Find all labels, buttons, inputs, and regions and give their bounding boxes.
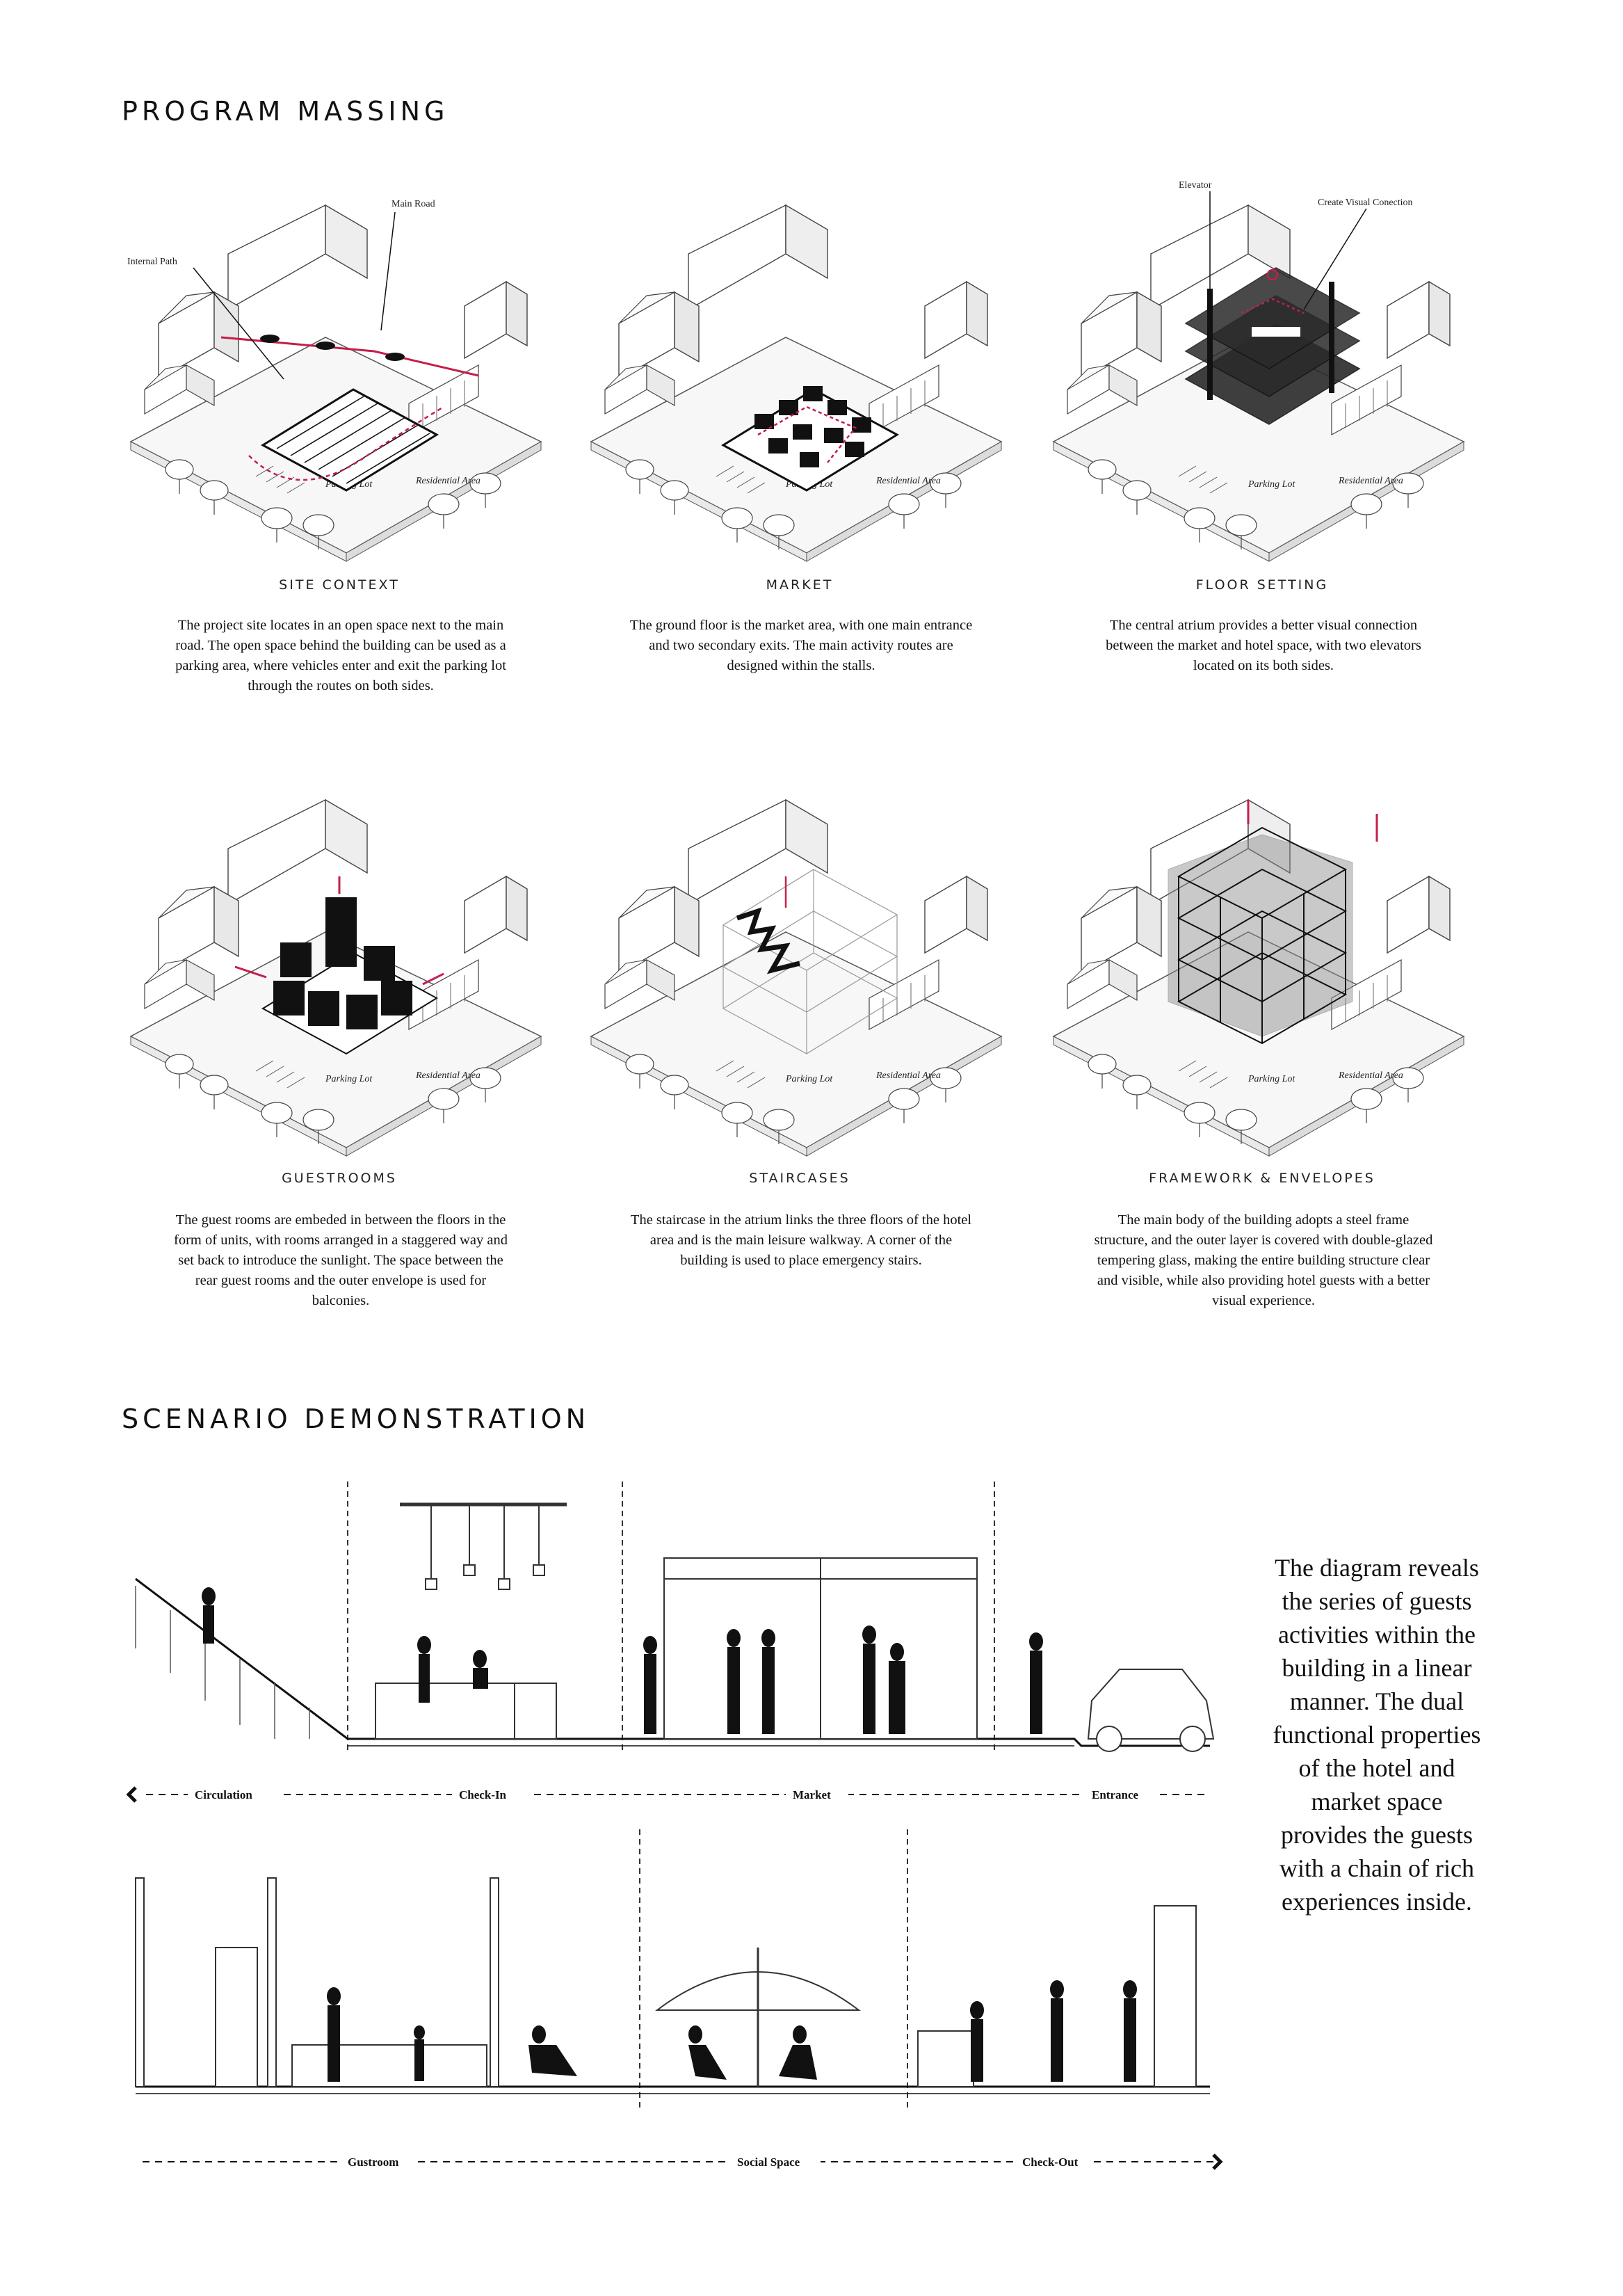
elevator-label: Elevator — [1179, 180, 1212, 191]
caption-guestrooms: GUESTROOMS — [282, 1171, 397, 1186]
panel-site-context — [117, 177, 548, 567]
caption-floor-setting: FLOOR SETTING — [1195, 577, 1329, 593]
internal-path-label: Internal Path — [127, 257, 177, 267]
text-site-context: The project site locates in an open space next to the main road. The open space behind the building can be used as a parking area, where vehicles enter and exit the parking lot through the routes on both sides. — [175, 618, 506, 693]
main-road-label: Main Road — [391, 199, 435, 209]
text-staircases: The staircase in the atrium links the three floors of the hotel area and is the main leisure walkway. A corner of the building is used to place emergency stairs. — [630, 1212, 972, 1268]
panel-market — [577, 177, 1008, 567]
flow-circulation: Circulation — [195, 1788, 252, 1801]
staircases-diagram — [577, 772, 1008, 1162]
floor-setting-diagram — [1040, 177, 1471, 567]
panel-guestrooms — [117, 772, 548, 1162]
flow-market: Market — [793, 1788, 831, 1801]
panel-staircases — [577, 772, 1008, 1162]
flow-entrance: Entrance — [1092, 1788, 1139, 1801]
panel-floor-setting — [1040, 177, 1471, 567]
flow-check-in: Check-In — [459, 1788, 507, 1801]
market-diagram — [577, 177, 1008, 567]
flow-social-space: Social Space — [737, 2155, 800, 2169]
text-floor-setting: The central atrium provides a better visual connection between the market and hotel space, with two elevators located on its both sides. — [1106, 618, 1421, 673]
text-market: The ground floor is the market area, with one main entrance and two secondary exits. The main activity routes are designed within the stalls. — [629, 618, 973, 673]
text-framework-envelopes: The main body of the building adopts a steel frame structure, and the outer layer is covered with double-glazed tempering glass, making the entire building structure clear and visible, while also providing hotel guests with a better visual experience. — [1094, 1212, 1433, 1308]
guestrooms-diagram — [117, 772, 548, 1162]
flow-check-out: Check-Out — [1022, 2155, 1079, 2169]
text-guestrooms: The guest rooms are embeded in between the floors in the form of units, with rooms arranged in a staggered way and set back to introduce the sunlight. The space between the rear guest rooms and the outer envelope is used for balconies. — [174, 1212, 508, 1308]
caption-framework-envelopes: FRAMEWORK & ENVELOPES — [1149, 1171, 1375, 1186]
panel-framework-envelopes — [1040, 772, 1471, 1162]
scenario-side-text: The diagram reveals the series of guests activities within the building in a linear manner. The dual functional properties of the hotel and market space provides the guests with a chain of rich experiences inside. — [1273, 1554, 1481, 1916]
framework-envelopes-diagram — [1040, 772, 1471, 1162]
caption-site-context: SITE CONTEXT — [279, 577, 400, 593]
visual-connection-label: Create Visual Conection — [1318, 198, 1413, 208]
scenario-demonstration-heading: SCENARIO DEMONSTRATION — [122, 1404, 590, 1434]
flow-gustroom: Gustroom — [348, 2155, 399, 2169]
site-context-diagram — [117, 177, 548, 567]
caption-staircases: STAIRCASES — [749, 1171, 850, 1186]
caption-market: MARKET — [766, 577, 834, 593]
program-massing-heading: PROGRAM MASSING — [122, 96, 449, 127]
